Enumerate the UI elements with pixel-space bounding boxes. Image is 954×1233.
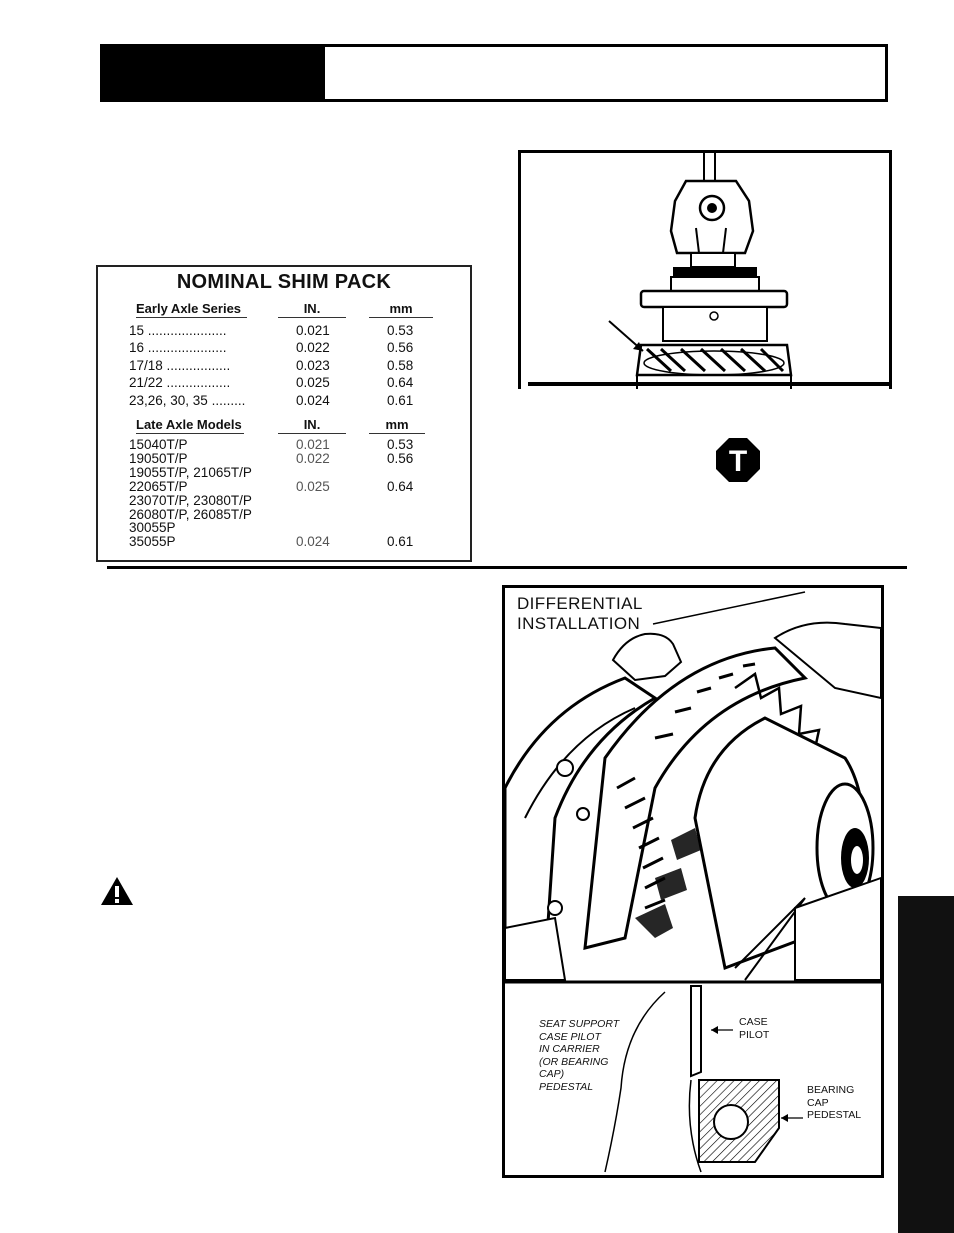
shim-row-in: 0.024 xyxy=(296,534,330,550)
shim-row-in: 0.025 xyxy=(296,478,330,494)
late-axle-header: Late Axle Models xyxy=(136,417,242,432)
photo-bottom-rule xyxy=(528,382,890,386)
shim-row-in: 0.023 xyxy=(296,357,330,373)
nominal-shim-pack-table xyxy=(96,265,472,562)
shim-row-mm: 0.56 xyxy=(387,340,414,356)
section-divider xyxy=(107,566,907,569)
shim-row-model: 23,26, 30, 35 ......... xyxy=(129,392,246,408)
t-octagon-icon xyxy=(715,437,761,483)
shim-row-model: 23070T/P, 23080T/P xyxy=(129,492,252,508)
shim-row-mm: 0.64 xyxy=(387,375,414,391)
shim-row-model: 16 ..................... xyxy=(129,340,227,356)
shim-row-model: 26080T/P, 26085T/P xyxy=(129,506,252,522)
shim-row-in: 0.024 xyxy=(296,392,330,408)
shim-row-mm: 0.64 xyxy=(387,478,414,494)
torque-badge xyxy=(715,437,761,483)
differential-installation-illustration xyxy=(502,585,884,1178)
bearing-puller-drawing xyxy=(521,153,889,389)
case-pilot-label: CASE PILOT xyxy=(739,1016,770,1041)
section-header-tab xyxy=(103,47,325,99)
warning-triangle-icon xyxy=(100,876,134,906)
early-in-header: IN. xyxy=(278,301,346,318)
shim-row-in: 0.022 xyxy=(296,450,330,466)
late-in-header: IN. xyxy=(278,417,346,434)
early-mm-header: mm xyxy=(369,301,433,318)
shim-row-mm: 0.61 xyxy=(387,392,414,408)
shim-row-in: 0.021 xyxy=(296,323,330,338)
section-side-tab xyxy=(898,896,954,1233)
section-header-bar xyxy=(100,44,888,102)
shim-row-model: 15 ..................... xyxy=(129,323,227,338)
shim-row-model: 19055T/P, 21065T/P xyxy=(129,464,252,480)
bearing-cap-pedestal-label: BEARING CAP PEDESTAL xyxy=(807,1084,862,1121)
badge-letter: T xyxy=(728,445,748,478)
early-axle-header: Early Axle Series xyxy=(136,301,247,318)
shim-row-mm: 0.61 xyxy=(387,534,414,550)
shim-row-model: 17/18 ................. xyxy=(129,357,231,373)
bearing-puller-photo xyxy=(518,150,892,389)
shim-row-mm: 0.53 xyxy=(387,437,414,452)
shim-row-model: 19050T/P xyxy=(129,450,188,466)
differential-installation-label: DIFFERENTIAL INSTALLATION xyxy=(517,594,643,633)
shim-row-mm: 0.58 xyxy=(387,357,414,373)
shim-row-in: 0.021 xyxy=(296,437,330,452)
shim-row-in: 0.025 xyxy=(296,375,330,391)
shim-row-model: 22065T/P xyxy=(129,478,188,494)
shim-row-mm: 0.53 xyxy=(387,323,414,338)
shim-row-in: 0.022 xyxy=(296,340,330,356)
shim-row-model: 30055P xyxy=(129,520,176,536)
seat-support-label: SEAT SUPPORT CASE PILOT IN CARRIER (OR BEARING CAP) PEDESTAL xyxy=(539,1018,620,1093)
shim-row-model: 35055P xyxy=(129,534,176,550)
shim-row-model: 21/22 ................. xyxy=(129,375,231,391)
shim-row-mm: 0.56 xyxy=(387,450,414,466)
shim-row-model: 15040T/P xyxy=(129,437,188,452)
late-mm-header: mm xyxy=(369,417,425,434)
shim-table-title: NOMINAL SHIM PACK xyxy=(176,271,392,293)
